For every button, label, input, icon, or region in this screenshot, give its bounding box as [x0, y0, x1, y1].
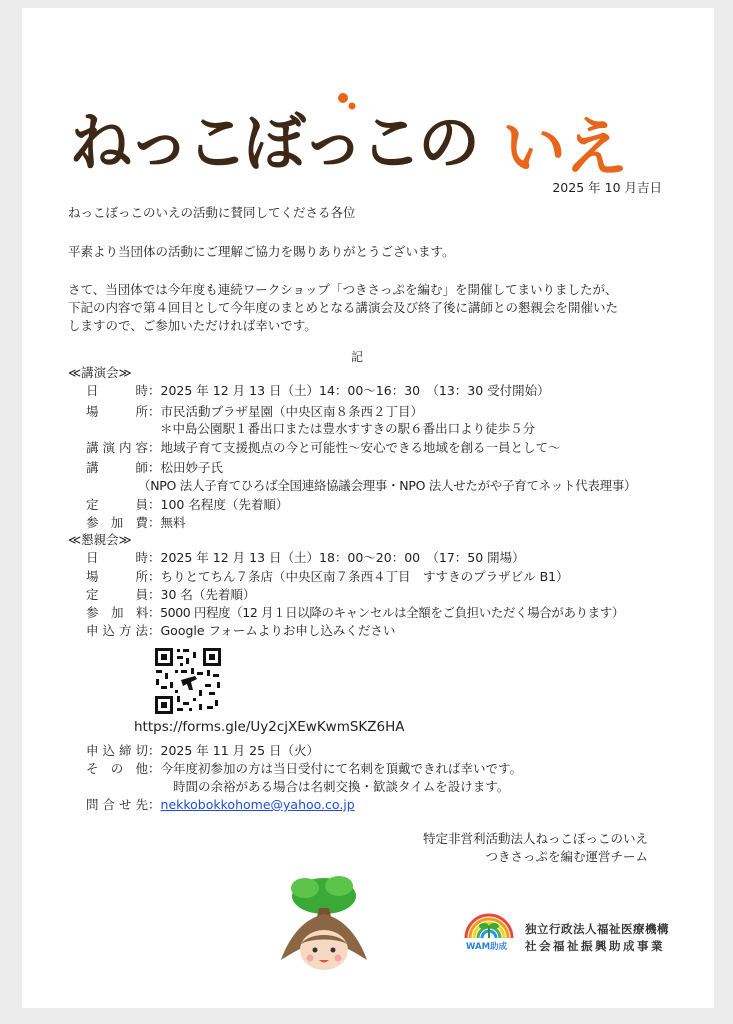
- intro-paragraph-1: 平素より当団体の活動にご理解ご協力を賜りありがとうございます。: [68, 244, 455, 259]
- row-value: ：5000 円程度（12 月１日以降のキャンセルは全額をご負担いただく場合があります）: [148, 605, 624, 620]
- qr-code-icon[interactable]: [153, 646, 223, 716]
- other-row: [86, 760, 522, 778]
- lecture-place-note: ＊中島公園駅１番出口または豊水すすきの駅６番出口より徒歩５分: [160, 421, 536, 436]
- funder-name: 独立行政法人福祉医療機構: [525, 922, 669, 936]
- lecture-capacity-row: [86, 496, 288, 514]
- row-label: 日時: [86, 383, 148, 398]
- lecture-place-row: [86, 403, 423, 421]
- row-label: 日時: [86, 550, 148, 565]
- party-heading: ≪懇親会≫: [68, 532, 132, 547]
- party-date-row: [86, 549, 525, 567]
- row-label: 参加費: [86, 515, 148, 530]
- row-label: 講師: [86, 460, 148, 475]
- row-value: ：2025 年 11 月 25 日（火）: [148, 743, 319, 758]
- org-name: 特定非営利活動法人ねっこぼっこのいえ: [422, 831, 648, 846]
- contact-row: [86, 796, 355, 814]
- title-logo: [70, 86, 630, 186]
- intro-line: 下記の内容で第４回目として今年度のまとめとなる講演会及び終了後に講師との懇親会を開催いた: [68, 300, 619, 315]
- lecture-fee-row: [86, 514, 186, 532]
- row-value: ：市民活動プラザ星園（中央区南８条西２丁目）: [148, 404, 424, 419]
- row-value: ：30 名（先着順）: [148, 587, 256, 602]
- greeting: ねっこぼっこのいえの活動に賛同してくださる各位: [68, 205, 356, 220]
- row-label: 参加料: [86, 605, 148, 620]
- intro-line: さて、当団体では今年度も連続ワークショップ「つきさっぷを編む」を開催してまいりましたが、: [68, 282, 618, 297]
- party-apply-row: [86, 622, 395, 640]
- row-label: 場所: [86, 404, 148, 419]
- logo-text-main: ねっこぼっこの: [70, 106, 477, 179]
- lecture-speaker-note: （NPO 法人子育てひろば全国連絡協議会理事・NPO 法人せたがや子育てネット代表理事）: [138, 478, 637, 493]
- party-capacity-row: [86, 586, 255, 604]
- wam-badge-label: WAM助成: [466, 942, 508, 952]
- intro-paragraph-2: [68, 281, 618, 335]
- intro-line: しますので、ご参加いただければ幸いです。: [68, 318, 317, 333]
- funder-program: 社会福祉振興助成事業: [525, 939, 665, 953]
- row-value: ：地域子育て支援拠点の今と可能性〜安心できる地域を創る一員として〜: [148, 440, 561, 455]
- row-label: 定員: [86, 497, 148, 512]
- document-page: [22, 8, 714, 1008]
- logo-dot-large: [338, 93, 348, 103]
- ki-heading: 記: [351, 350, 364, 364]
- row-value: ：2025 年 12 月 13 日（土）14：00〜16：30 （13：30 受付開始）: [148, 383, 550, 398]
- other-note: 時間の余裕がある場合は名刺交換・歓談タイムを設けます。: [173, 779, 510, 794]
- org-team: つきさっぷを編む運営チーム: [485, 849, 648, 864]
- row-label: 場所: [86, 569, 148, 584]
- row-label: 申込方法: [86, 623, 148, 638]
- deadline-row: [86, 742, 319, 760]
- party-fee-row: [86, 604, 624, 622]
- party-place-row: [86, 568, 569, 586]
- lecture-speaker-row: [86, 459, 223, 477]
- lecture-heading: ≪講演会≫: [68, 365, 132, 380]
- row-label: 申込締切: [86, 743, 148, 758]
- document-date: 2025 年 10 月吉日: [552, 180, 662, 195]
- row-label: 定員: [86, 587, 148, 602]
- logo-text-accent: いえ: [502, 112, 626, 186]
- row-value: ：Google フォームよりお申し込みください: [148, 623, 396, 638]
- row-value: ：無料: [148, 515, 186, 530]
- row-value: ：2025 年 12 月 13 日（土）18：00〜20：00 （17：50 開場）: [148, 550, 525, 565]
- lecture-content-row: [86, 439, 561, 457]
- contact-colon: ：: [148, 797, 161, 812]
- row-label: 問合せ先: [86, 797, 148, 812]
- row-value: ：今年度初参加の方は当日受付にて名刺を頂戴できれば幸いです。: [148, 761, 523, 776]
- row-value: ：松田妙子氏: [148, 460, 224, 475]
- row-value: ：ちりとてちん７条店（中央区南７条西４丁目 すすきのプラザビル B1）: [148, 569, 569, 584]
- row-label: その他: [86, 761, 148, 776]
- row-value: ：100 名程度（先着順）: [148, 497, 289, 512]
- tree-child-mascot-icon: [267, 870, 382, 978]
- row-label: 講演内容: [86, 440, 148, 455]
- form-url[interactable]: https://forms.gle/Uy2cjXEwKwmSKZ6HA: [134, 719, 405, 735]
- contact-email-link[interactable]: nekkobokkohome@yahoo.co.jp: [160, 797, 355, 812]
- lecture-date-row: [86, 382, 550, 400]
